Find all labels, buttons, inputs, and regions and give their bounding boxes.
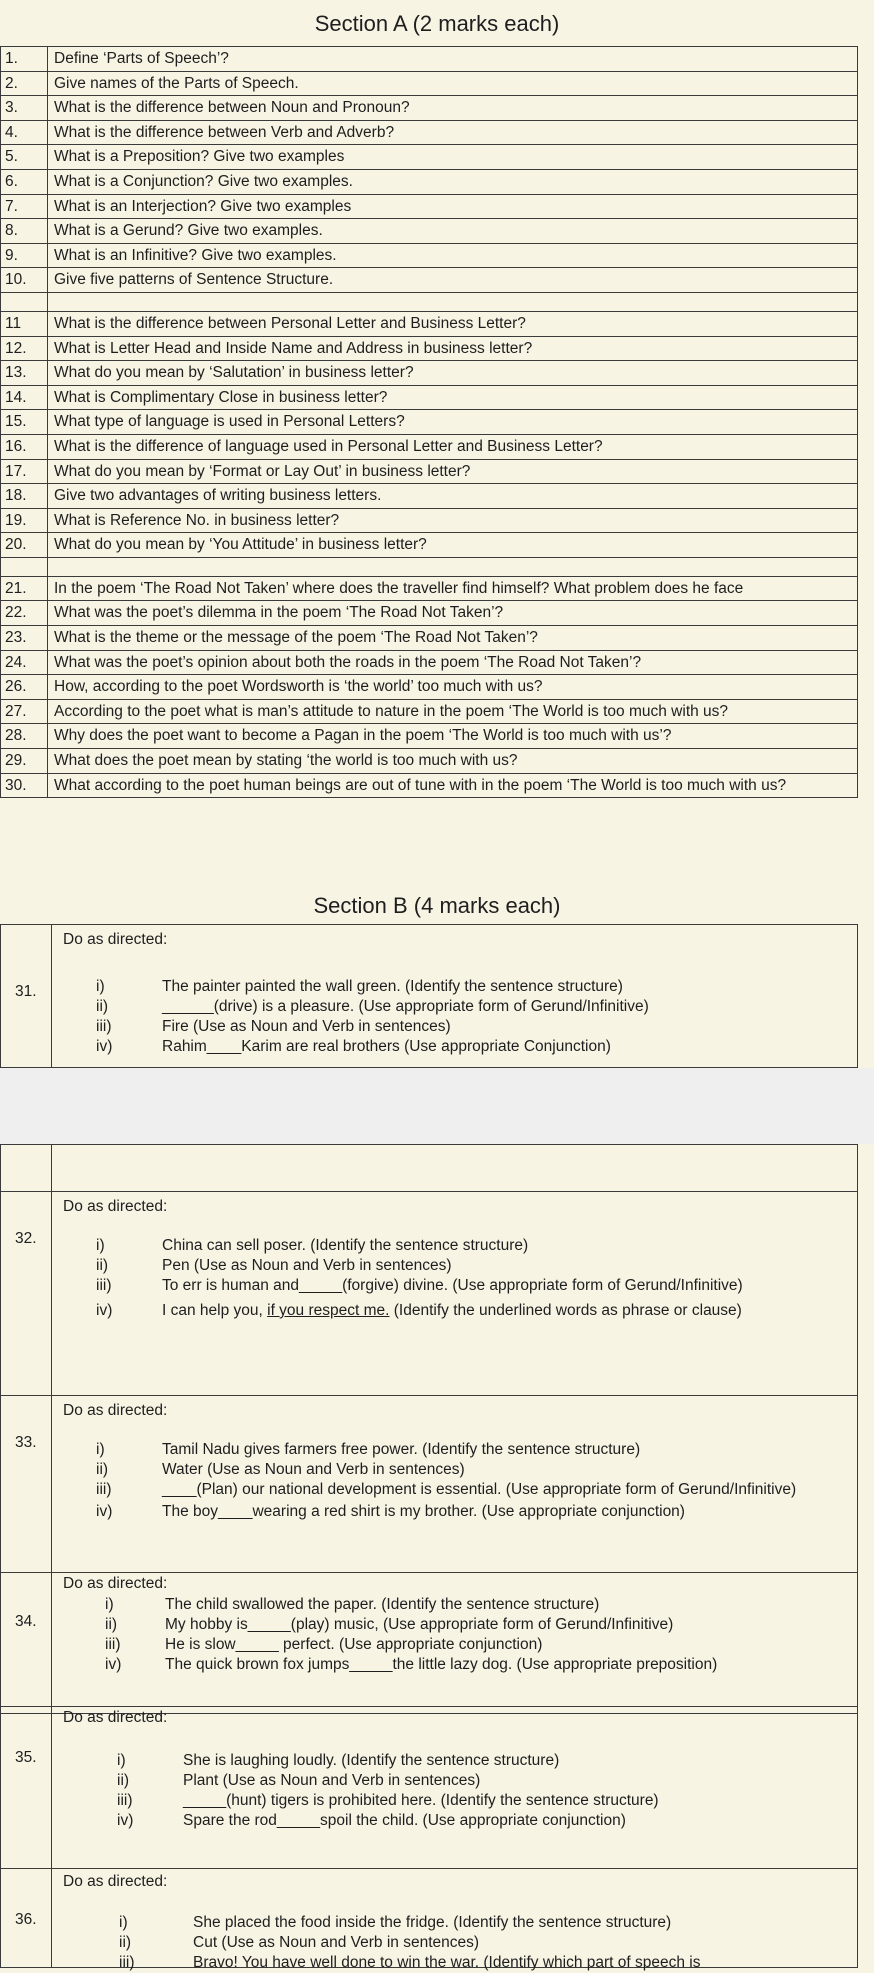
item-roman: i): [117, 1752, 126, 1769]
question-number: 2.: [1, 71, 48, 96]
item-roman: ii): [117, 1772, 130, 1789]
question-item: [63, 1771, 849, 1790]
question-item: [63, 1953, 849, 1972]
question-item: [63, 1276, 849, 1295]
item-text: The quick brown fox jumps_____the little lazy dog. (Use appropriate preposition): [165, 1656, 718, 1673]
question-number: 35.: [15, 1749, 37, 1766]
item-text: The boy____wearing a red shirt is my brother. (Use appropriate conjunction): [162, 1503, 685, 1520]
question-row: [1, 576, 858, 601]
item-text: China can sell poser. (Identify the sentence structure): [162, 1237, 529, 1254]
item-text: Plant (Use as Noun and Verb in sentences): [183, 1772, 481, 1789]
item-text: _____(hunt) tigers is prohibited here. (Identify the sentence structure): [183, 1792, 659, 1809]
item-roman: iv): [105, 1656, 122, 1673]
question-item: [63, 1811, 849, 1830]
question-text: What is Letter Head and Inside Name and Address in business letter?: [48, 336, 858, 361]
question-row: [1, 699, 858, 724]
question-text: What is a Conjunction? Give two examples.: [48, 169, 858, 194]
question-row: [1, 533, 858, 558]
item-text: To err is human and_____(forgive) divine. (Use appropriate form of Gerund/Infinitive): [162, 1277, 743, 1294]
blank-separator-row: [1, 292, 858, 311]
item-text: She is laughing loudly. (Identify the sentence structure): [183, 1752, 560, 1769]
question-row: [1, 145, 858, 170]
question-number-cell: [1, 1192, 52, 1395]
question-item: [63, 1236, 849, 1255]
question-number: 32.: [15, 1230, 37, 1247]
question-row: [1, 169, 858, 194]
question-row: [1, 601, 858, 626]
item-roman: ii): [96, 1461, 109, 1478]
question-number: 8.: [1, 219, 48, 244]
item-roman: iv): [96, 1302, 113, 1319]
question-item: [63, 1256, 849, 1275]
question-number: 14.: [1, 385, 48, 410]
item-text: My hobby is_____(play) music, (Use appropriate form of Gerund/Infinitive): [165, 1616, 674, 1633]
question-item: [63, 1791, 849, 1810]
item-roman: ii): [119, 1934, 132, 1951]
question-text: What is Complimentary Close in business letter?: [48, 385, 858, 410]
question-row: [1, 268, 858, 293]
question-item: [63, 1933, 849, 1952]
do-as-directed-label: Do as directed:: [63, 1402, 168, 1419]
item-text: ____(Plan) our national development is essential. (Use appropriate form of Gerund/Infinitive): [162, 1481, 797, 1498]
item-roman: i): [105, 1596, 114, 1613]
question-text: What was the poet’s opinion about both the roads in the poem ‘The Road Not Taken’?: [48, 650, 858, 675]
question-text: What according to the poet human beings are out of tune with in the poem ‘The World is too much with us?: [48, 773, 858, 798]
do-as-directed-label: Do as directed:: [63, 1575, 168, 1592]
item-text: Fire (Use as Noun and Verb in sentences): [162, 1018, 451, 1035]
question-number: 3.: [1, 96, 48, 121]
question-row: [1, 96, 858, 121]
question-text: Give two advantages of writing business letters.: [48, 484, 858, 509]
question-row: [1, 243, 858, 268]
item-roman: i): [96, 978, 105, 995]
question-row: [1, 336, 858, 361]
question-item: [63, 1037, 849, 1056]
question-number-cell: [1, 1707, 52, 1868]
question-row: [1, 47, 858, 72]
item-text: [162, 1301, 849, 1320]
question-text: What does the poet mean by stating ‘the world is too much with us?: [48, 749, 858, 774]
do-as-directed-label: Do as directed:: [63, 1198, 168, 1215]
section-b-title: Section B (4 marks each): [313, 893, 561, 918]
question-row: [1, 459, 858, 484]
item-roman: iv): [96, 1038, 113, 1055]
question-number: 17.: [1, 459, 48, 484]
question-items: [63, 1595, 849, 1675]
question-number: 1.: [1, 47, 48, 72]
do-as-directed-label: Do as directed:: [63, 1709, 168, 1726]
item-roman: iii): [105, 1636, 121, 1653]
item-text: Rahim____Karim are real brothers (Use appropriate Conjunction): [162, 1038, 611, 1055]
blank-cell: [48, 557, 858, 576]
question-row: [1, 410, 858, 435]
question-text: What is an Interjection? Give two examples: [48, 194, 858, 219]
question-number: 19.: [1, 508, 48, 533]
question-text: What do you mean by ‘You Attitude’ in business letter?: [48, 533, 858, 558]
item-roman: iii): [96, 1018, 112, 1035]
question-text: What was the poet’s dilemma in the poem ‘The Road Not Taken’?: [48, 601, 858, 626]
question-row: [1, 650, 858, 675]
item-text: The child swallowed the paper. (Identify the sentence structure): [165, 1596, 600, 1613]
blank-cell: [1, 292, 48, 311]
question-item: [63, 1595, 849, 1614]
question-row: [1, 120, 858, 145]
question-item: [63, 1460, 849, 1479]
question-item: [63, 997, 849, 1016]
question-text: Define ‘Parts of Speech’?: [48, 47, 858, 72]
question-number: 30.: [1, 773, 48, 798]
question-block-35: [0, 1706, 858, 1869]
question-row: [1, 749, 858, 774]
question-number-cell: [1, 1396, 52, 1572]
question-number: 22.: [1, 601, 48, 626]
item-text: Water (Use as Noun and Verb in sentences): [162, 1461, 465, 1478]
question-text: Give names of the Parts of Speech.: [48, 71, 858, 96]
question-items: [63, 1751, 849, 1831]
item-roman: i): [96, 1441, 105, 1458]
do-as-directed-label: Do as directed:: [63, 1873, 168, 1890]
blank-cell: [48, 292, 858, 311]
item-roman: iv): [96, 1503, 113, 1520]
question-item: [63, 1913, 849, 1932]
question-item: [63, 1301, 849, 1320]
question-text: What do you mean by ‘Format or Lay Out’ in business letter?: [48, 459, 858, 484]
question-text: What is a Gerund? Give two examples.: [48, 219, 858, 244]
item-roman: ii): [105, 1616, 118, 1633]
question-number: 13.: [1, 361, 48, 386]
item-text: The painter painted the wall green. (Identify the sentence structure): [162, 978, 623, 995]
question-number: 4.: [1, 120, 48, 145]
question-item: [63, 1017, 849, 1036]
item-roman: i): [119, 1914, 128, 1931]
question-item: [63, 1635, 849, 1654]
item-roman: ii): [96, 998, 109, 1015]
blank-cell: [1, 557, 48, 576]
question-items: [63, 1236, 849, 1321]
underlined-clause: if you respect me.: [267, 1302, 390, 1319]
item-roman: iii): [96, 1481, 112, 1498]
question-number: 15.: [1, 410, 48, 435]
question-text: What do you mean by ‘Salutation’ in business letter?: [48, 361, 858, 386]
section-a-table: [0, 46, 858, 798]
item-text: Cut (Use as Noun and Verb in sentences): [193, 1934, 480, 1951]
question-items: [63, 977, 849, 1057]
question-row: [1, 311, 858, 336]
item-roman: iv): [117, 1812, 134, 1829]
question-number: 11: [1, 311, 48, 336]
question-row: [1, 773, 858, 798]
question-item: [63, 1751, 849, 1770]
question-number: 23.: [1, 626, 48, 651]
item-text: Pen (Use as Noun and Verb in sentences): [162, 1257, 452, 1274]
question-block-33: [0, 1395, 858, 1573]
question-row: [1, 434, 858, 459]
question-row: [1, 71, 858, 96]
question-row: [1, 219, 858, 244]
question-row: [1, 675, 858, 700]
blank-separator-row: [1, 557, 858, 576]
question-number: 16.: [1, 434, 48, 459]
question-number: 24.: [1, 650, 48, 675]
question-number-cell: [1, 1573, 52, 1713]
question-number: 18.: [1, 484, 48, 509]
section-a-title: Section A (2 marks each): [314, 11, 560, 36]
question-row: [1, 626, 858, 651]
question-text: What is the difference between Noun and Pronoun?: [48, 96, 858, 121]
question-block-32: [0, 1191, 858, 1396]
question-text: What is the difference of language used in Personal Letter and Business Letter?: [48, 434, 858, 459]
item-text: He is slow_____ perfect. (Use appropriate conjunction): [165, 1636, 543, 1653]
question-text: What type of language is used in Personal Letters?: [48, 410, 858, 435]
question-text: What is the theme or the message of the poem ‘The Road Not Taken’?: [48, 626, 858, 651]
question-item: [63, 1502, 849, 1521]
question-text: Why does the poet want to become a Pagan in the poem ‘The World is too much with us’?: [48, 724, 858, 749]
question-block-34: [0, 1572, 858, 1714]
question-text: Give five patterns of Sentence Structure.: [48, 268, 858, 293]
question-number: 6.: [1, 169, 48, 194]
blank-number-cell: [1, 1145, 52, 1191]
question-text: In the poem ‘The Road Not Taken’ where does the traveller find himself? What problem does he face: [48, 576, 858, 601]
question-number: 7.: [1, 194, 48, 219]
question-text: What is the difference between Verb and Adverb?: [48, 120, 858, 145]
question-text: What is the difference between Personal Letter and Business Letter?: [48, 311, 858, 336]
item-text: She placed the food inside the fridge. (Identify the sentence structure): [193, 1914, 672, 1931]
question-number: 21.: [1, 576, 48, 601]
question-text: What is an Infinitive? Give two examples.: [48, 243, 858, 268]
page-gap: [0, 1068, 874, 1144]
question-number: 31.: [15, 983, 37, 1000]
question-text: How, according to the poet Wordsworth is ‘the world’ too much with us?: [48, 675, 858, 700]
question-text: What is Reference No. in business letter?: [48, 508, 858, 533]
question-row: [1, 385, 858, 410]
item-roman: iii): [96, 1277, 112, 1294]
question-number: 12.: [1, 336, 48, 361]
question-row: [1, 361, 858, 386]
item-text: Tamil Nadu gives farmers free power. (Identify the sentence structure): [162, 1441, 641, 1458]
question-items: [63, 1440, 849, 1522]
question-number-cell: [1, 925, 52, 1067]
question-item: [63, 1480, 849, 1499]
question-row: [1, 194, 858, 219]
question-number: 9.: [1, 243, 48, 268]
question-number: 27.: [1, 699, 48, 724]
blank-row: [0, 1144, 858, 1192]
question-item: [63, 1440, 849, 1459]
question-row: [1, 508, 858, 533]
question-number: 36.: [15, 1911, 37, 1928]
question-item: [63, 1615, 849, 1634]
question-item: [63, 977, 849, 996]
item-text: Spare the rod_____spoil the child. (Use appropriate conjunction): [183, 1812, 626, 1829]
item-roman: iii): [117, 1792, 133, 1809]
question-row: [1, 484, 858, 509]
do-as-directed-label: Do as directed:: [63, 931, 168, 948]
item-roman: iii): [119, 1954, 135, 1971]
question-number-cell: [1, 1869, 52, 1967]
question-number: 20.: [1, 533, 48, 558]
question-text: According to the poet what is man’s attitude to nature in the poem ‘The World is too much with us?: [48, 699, 858, 724]
question-row: [1, 724, 858, 749]
item-text: ______(drive) is a pleasure. (Use appropriate form of Gerund/Infinitive): [162, 998, 649, 1015]
question-block-36: [0, 1868, 858, 1971]
question-text: What is a Preposition? Give two examples: [48, 145, 858, 170]
question-number: 34.: [15, 1613, 37, 1630]
question-number: 10.: [1, 268, 48, 293]
question-number: 26.: [1, 675, 48, 700]
item-roman: ii): [96, 1257, 109, 1274]
question-number: 29.: [1, 749, 48, 774]
item-roman: i): [96, 1237, 105, 1254]
item-text-before: I can help you,: [162, 1302, 268, 1319]
item-text-after: (Identify the underlined words as phrase or clause): [389, 1302, 742, 1319]
question-items: [63, 1913, 849, 1973]
item-text: Bravo! You have well done to win the war. (Identify which part of speech is: [193, 1954, 701, 1971]
question-number: 5.: [1, 145, 48, 170]
question-number: 33.: [15, 1434, 37, 1451]
question-block-31: [0, 924, 858, 1068]
question-number: 28.: [1, 724, 48, 749]
question-item: [63, 1655, 849, 1674]
